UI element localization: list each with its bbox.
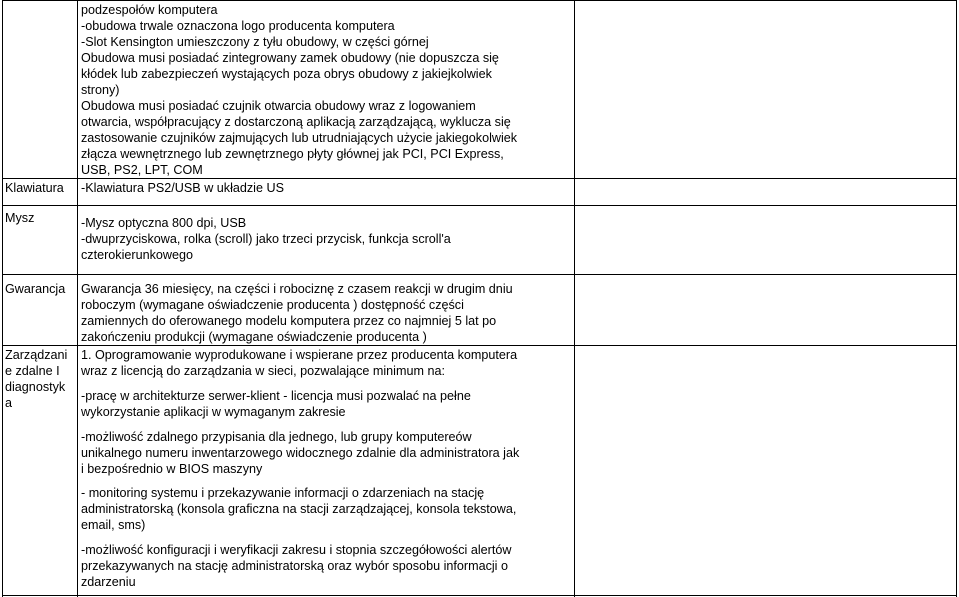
row-divider-gwarancja [2, 274, 957, 275]
mysz-line: -Mysz optyczna 800 dpi, USB [81, 216, 247, 230]
obudowa-line: USB, PS2, LPT, COM [81, 163, 203, 177]
zarzadzanie-point-line: przekazywanych na stację administratorską oraz wybór sposobu informacji o [81, 559, 508, 573]
row-label-mysz: Mysz [5, 211, 35, 225]
row-divider-top [2, 0, 957, 1]
mysz-line: czterokierunkowego [81, 248, 194, 262]
obudowa-line: Obudowa musi posiadać czujnik otwarcia obudowy wraz z logowaniem [81, 99, 476, 113]
zarzadzanie-point-line: administratorską (konsola graficzna na stacji zarządzającej, konsola tekstowa, [81, 502, 517, 516]
table-left-border [2, 0, 3, 597]
zarzadzanie-point-line: i bezpośrednio w BIOS maszyny [81, 462, 263, 476]
obudowa-line: podzespołów komputera [81, 3, 218, 17]
zarzadzanie-intro-line: 1. Oprogramowanie wyprodukowane i wspierane przez producenta komputera [81, 348, 518, 362]
zarzadzanie-point-line: -pracę w architekturze serwer-klient - licencja musi pozwalać na pełne [81, 389, 471, 403]
obudowa-line: strony) [81, 83, 120, 97]
zarzadzanie-intro-line: wraz z licencją do zarządzania w sieci, pozwalające minimum na: [81, 364, 445, 378]
row-divider-mysz [2, 205, 957, 206]
obudowa-line: zastosowanie czujników zajmujących lub utrudniających użycie jakiegokolwiek [81, 131, 518, 145]
mysz-line: -dwuprzyciskowa, rolka (scroll) jako trzeci przycisk, funkcja scroll'a [81, 232, 451, 246]
obudowa-line: Obudowa musi posiadać zintegrowany zamek obudowy (nie dopuszcza się [81, 51, 499, 65]
zarzadzanie-point-line: email, sms) [81, 518, 146, 532]
row-label-klawiatura: Klawiatura [5, 181, 64, 195]
zarzadzanie-point-line: zdarzeniu [81, 575, 136, 589]
row-divider-bottom [2, 595, 957, 596]
gwarancja-line: zamiennych do oferowanego modelu komputera przez co najmniej 5 lat po [81, 314, 497, 328]
zarzadzanie-point-line: -możliwość zdalnego przypisania dla jednego, lub grupy komputereów [81, 430, 472, 444]
zarzadzanie-point-line: - monitoring systemu i przekazywanie informacji o zdarzeniach na stację [81, 486, 485, 500]
column-divider-1 [77, 0, 78, 597]
column-divider-2 [574, 0, 575, 597]
gwarancja-line: Gwarancja 36 miesięcy, na części i robociznę z czasem reakcji w drugim dniu [81, 282, 513, 296]
zarzadzanie-point-line: wykorzystanie aplikacji w wymaganym zakresie [81, 405, 346, 419]
obudowa-line: otwarcia, współpracujący z dostarczoną aplikacją zarządzającą, wyklucza się [81, 115, 511, 129]
row-label-zarzadzanie: e zdalne I [5, 364, 60, 378]
obudowa-line: złącza wewnętrznego lub zewnętrznego płyty głównej jak PCI, PCI Express, [81, 147, 504, 161]
row-divider-zarzadzanie [2, 345, 957, 346]
obudowa-line: kłódek lub zabezpieczeń wystających poza obrys obudowy z jakiejkolwiek [81, 67, 492, 81]
row-divider-klawiatura [2, 178, 957, 179]
zarzadzanie-point-line: unikalnego numeru inwentarzowego widocznego zdalnie dla administratora jak [81, 446, 520, 460]
obudowa-line: -Slot Kensington umieszczony z tyłu obudowy, w części górnej [81, 35, 429, 49]
row-label-zarzadzanie: Zarządzani [5, 348, 68, 362]
gwarancja-line: roboczym (wymagane oświadczenie producenta ) dostępność części [81, 298, 464, 312]
obudowa-line: -obudowa trwale oznaczona logo producenta komputera [81, 19, 395, 33]
row-label-zarzadzanie: a [5, 396, 13, 410]
row-label-gwarancja: Gwarancja [5, 282, 66, 296]
table-right-border [956, 0, 957, 597]
zarzadzanie-point-line: -możliwość konfiguracji i weryfikacji zakresu i stopnia szczegółowości alertów [81, 543, 512, 557]
gwarancja-line: zakończeniu produkcji (wymagane oświadczenie producenta ) [81, 330, 427, 344]
row-label-zarzadzanie: diagnostyk [5, 380, 66, 394]
klawiatura-line: -Klawiatura PS2/USB w układzie US [81, 181, 284, 195]
